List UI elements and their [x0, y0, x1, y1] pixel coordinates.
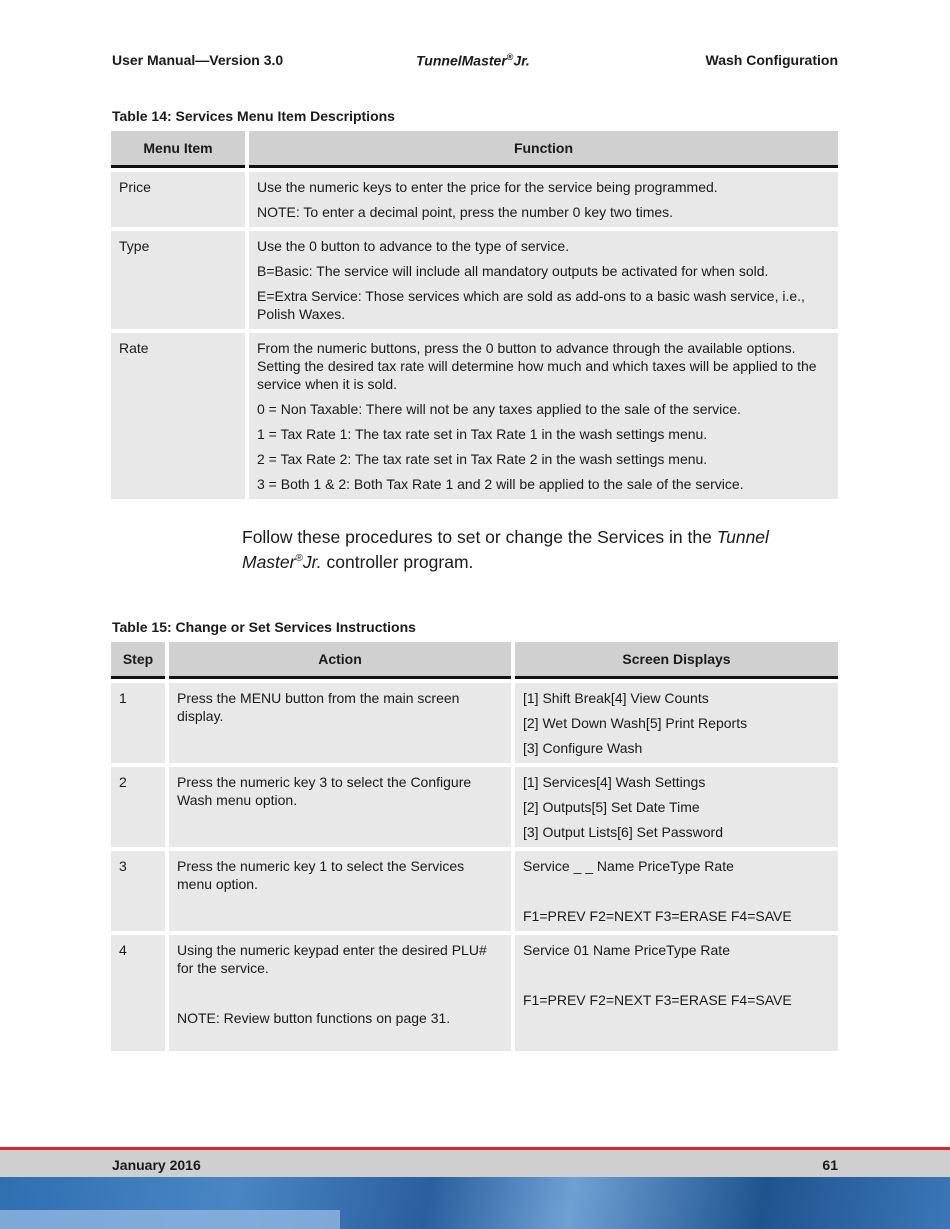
action-line: Press the numeric key 1 to select the Services menu option. — [177, 858, 465, 892]
action-line: Press the numeric key 3 to select the Configure Wash menu option. — [177, 774, 472, 808]
page-number: 61 — [822, 1157, 838, 1173]
function-line: E=Extra Service: Those services which are sold as add-ons to a basic wash service, i.e., Polish Waxes. — [257, 288, 805, 322]
action-cell — [169, 935, 511, 1051]
header-product-suffix: Jr. — [513, 52, 530, 69]
table-row — [111, 851, 838, 931]
header-manual-version: User Manual—Version 3.0 — [112, 52, 284, 68]
function-line: 3 = Both 1 & 2: Both Tax Rate 1 and 2 will be applied to the sale of the service. — [257, 476, 744, 492]
action-cell — [169, 851, 511, 931]
screen-cell — [515, 767, 838, 847]
menu-item-cell: Price — [111, 172, 245, 227]
screen-line: Service _ _ Name PriceType Rate — [523, 858, 734, 874]
screen-line — [523, 966, 830, 984]
step-cell: 4 — [111, 935, 165, 1051]
function-line: 1 = Tax Rate 1: The tax rate set in Tax Rate 1 in the wash settings menu. — [257, 426, 708, 442]
step-cell: 3 — [111, 851, 165, 931]
footer-accent-bar — [0, 1210, 340, 1229]
screen-line: [1] Services[4] Wash Settings — [523, 774, 706, 790]
header-product-name — [416, 52, 530, 69]
table-row — [111, 172, 838, 227]
function-cell — [249, 231, 838, 329]
step-cell: 1 — [111, 683, 165, 763]
screen-line: [3] Configure Wash — [523, 740, 643, 756]
action-cell — [169, 767, 511, 847]
screen-line: [2] Wet Down Wash[5] Print Reports — [523, 715, 748, 731]
table-row — [111, 333, 838, 499]
action-line: Press the MENU button from the main screen display. — [177, 690, 460, 724]
col-header-menu-item: Menu Item — [111, 131, 245, 168]
footer-date: January 2016 — [112, 1157, 201, 1173]
step-cell: 2 — [111, 767, 165, 847]
function-line: 2 = Tax Rate 2: The tax rate set in Tax Rate 2 in the wash settings menu. — [257, 451, 708, 467]
screen-line: [1] Shift Break[4] View Counts — [523, 690, 709, 706]
function-line: Use the numeric keys to enter the price for the service being programmed. — [257, 179, 718, 195]
col-header-action: Action — [169, 642, 511, 679]
function-cell — [249, 172, 838, 227]
function-line: Use the 0 button to advance to the type of service. — [257, 238, 570, 254]
screen-cell — [515, 851, 838, 931]
screen-line: F1=PREV F2=NEXT F3=ERASE F4=SAVE — [523, 992, 792, 1008]
function-line: From the numeric buttons, press the 0 button to advance through the available options. Setting the desired tax rate will determine how much and which taxes will be applied to the service when it is sold. — [257, 340, 817, 392]
function-line: B=Basic: The service will include all mandatory outputs be activated for when sold. — [257, 263, 769, 279]
action-line — [177, 984, 503, 1002]
screen-cell — [515, 935, 838, 1051]
intro-text: Follow these procedures to set or change the Services in the — [242, 527, 717, 547]
col-header-screen-displays: Screen Displays — [515, 642, 838, 679]
table-row — [111, 683, 838, 763]
table-row — [111, 231, 838, 329]
action-cell — [169, 683, 511, 763]
intro-product: Tunnel Master — [242, 527, 769, 572]
intro-product-suffix: Jr. — [302, 551, 322, 572]
action-line: Using the numeric keypad enter the desired PLU# for the service. — [177, 942, 487, 976]
function-line: NOTE: To enter a decimal point, press the number 0 key two times. — [257, 204, 674, 220]
registered-mark: ® — [506, 52, 514, 62]
header-section-title: Wash Configuration — [705, 52, 838, 68]
screen-line — [523, 882, 830, 900]
menu-item-cell: Rate — [111, 333, 245, 499]
screen-cell — [515, 683, 838, 763]
procedure-intro-paragraph — [242, 526, 842, 573]
screen-line: F1=PREV F2=NEXT F3=ERASE F4=SAVE — [523, 908, 792, 924]
table-row — [111, 935, 838, 1051]
table14-caption: Table 14: Services Menu Item Descriptions — [112, 108, 395, 124]
function-line: 0 = Non Taxable: There will not be any taxes applied to the sale of the service. — [257, 401, 741, 417]
screen-line: [3] Output Lists[6] Set Password — [523, 824, 723, 840]
screen-line: [2] Outputs[5] Set Date Time — [523, 799, 700, 815]
header-product: TunnelMaster — [416, 52, 507, 69]
intro-text-end: controller program. — [321, 551, 474, 572]
col-header-step: Step — [111, 642, 165, 679]
table-row — [111, 767, 838, 847]
table15-caption: Table 15: Change or Set Services Instructions — [112, 619, 416, 635]
screen-line: Service 01 Name PriceType Rate — [523, 942, 730, 958]
action-line: NOTE: Review button functions on page 31. — [177, 1010, 451, 1026]
services-menu-table — [107, 127, 842, 503]
col-header-function: Function — [249, 131, 838, 168]
change-services-table — [107, 638, 842, 1055]
registered-mark: ® — [295, 553, 303, 564]
menu-item-cell: Type — [111, 231, 245, 329]
function-cell — [249, 333, 838, 499]
